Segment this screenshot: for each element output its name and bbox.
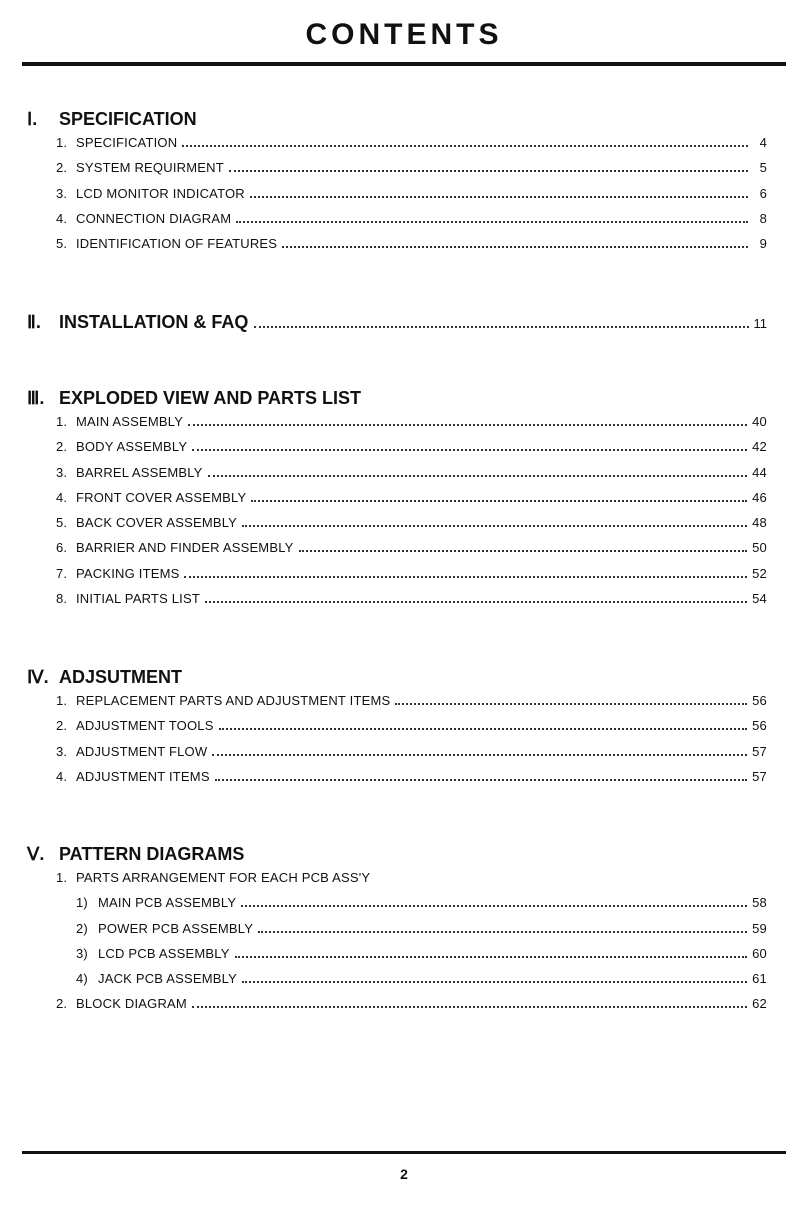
entry-number: 4. [56, 768, 68, 784]
entry-page: 61 [752, 971, 767, 987]
section-heading [27, 844, 767, 870]
dot-leader [241, 905, 747, 907]
entry-number: 3. [56, 743, 68, 759]
entry-page: 4 [759, 135, 767, 150]
entry-page: 5 [759, 160, 767, 176]
dot-leader [192, 1006, 747, 1008]
entry-number: 3) [76, 945, 88, 961]
toc-entry[interactable] [27, 693, 767, 718]
toc-entry[interactable] [27, 870, 767, 895]
dot-leader [188, 424, 747, 426]
entry-number: 5. [56, 515, 68, 531]
entry-number: 7. [56, 565, 68, 581]
section-specification [27, 109, 767, 261]
entry-page: 56 [752, 693, 767, 708]
entry-number: 4. [56, 489, 68, 505]
section-numeral: Ⅱ. [27, 312, 41, 332]
entry-label: PACKING ITEMS [76, 565, 180, 581]
toc-entry[interactable] [27, 186, 767, 211]
entry-label: LCD PCB ASSEMBLY [98, 945, 230, 961]
entry-label: PARTS ARRANGEMENT FOR EACH PCB ASS'Y [76, 870, 371, 885]
entry-page: 42 [752, 439, 767, 455]
dot-leader [208, 475, 748, 477]
dot-leader [235, 956, 748, 958]
toc-subentry[interactable] [27, 946, 767, 971]
page-title: CONTENTS [305, 18, 503, 51]
entry-page: 60 [752, 945, 767, 961]
entry-page: 56 [752, 718, 767, 734]
entry-page: 46 [752, 489, 767, 505]
entry-label: REPLACEMENT PARTS AND ADJUSTMENT ITEMS [76, 693, 391, 708]
toc-entry[interactable] [27, 718, 767, 743]
section-exploded-view [27, 388, 767, 616]
entry-number: 1) [76, 895, 88, 911]
section-title: EXPLODED VIEW AND PARTS LIST [59, 388, 362, 408]
entry-number: 2. [56, 160, 68, 176]
entry-page: 57 [752, 768, 767, 784]
entry-page: 57 [752, 743, 767, 759]
dot-leader [236, 221, 748, 223]
entry-page: 62 [752, 996, 767, 1012]
toc-entry[interactable] [27, 236, 767, 261]
top-rule [22, 62, 786, 66]
entry-label: FRONT COVER ASSEMBLY [76, 489, 247, 505]
dot-leader [254, 326, 749, 328]
toc-entry[interactable] [27, 996, 767, 1021]
entry-label: IDENTIFICATION OF FEATURES [76, 236, 278, 252]
section-heading [27, 109, 767, 135]
entry-label: MAIN PCB ASSEMBLY [98, 895, 237, 911]
section-numeral: Ⅳ. [27, 667, 49, 687]
dot-leader [251, 500, 747, 502]
entry-label: LCD MONITOR INDICATOR [76, 185, 245, 201]
entry-number: 1. [56, 414, 68, 429]
toc-entry[interactable] [27, 135, 767, 160]
entry-label: ADJUSTMENT ITEMS [76, 768, 210, 784]
entry-page: 40 [752, 414, 767, 429]
entry-label: POWER PCB ASSEMBLY [98, 920, 254, 936]
dot-leader [184, 576, 747, 578]
entry-page: 52 [752, 565, 767, 581]
entry-label: BODY ASSEMBLY [76, 439, 188, 455]
section-numeral: Ⅰ. [27, 109, 38, 129]
entry-page: 44 [752, 464, 767, 480]
section-page: 11 [753, 316, 767, 331]
section-heading [27, 667, 767, 693]
entry-number: 1. [56, 135, 68, 150]
entry-number: 3. [56, 464, 68, 480]
entry-label: CONNECTION DIAGRAM [76, 210, 232, 226]
entry-number: 4. [56, 210, 68, 226]
entry-label: BACK COVER ASSEMBLY [76, 515, 238, 531]
dot-leader [192, 449, 747, 451]
dot-leader [229, 170, 748, 172]
dot-leader [282, 246, 748, 248]
entry-page: 54 [752, 591, 767, 607]
dot-leader [299, 550, 748, 552]
toc-entry[interactable] [27, 211, 767, 236]
entry-label: JACK PCB ASSEMBLY [98, 971, 237, 987]
toc-entry[interactable] [27, 439, 767, 464]
dot-leader [182, 145, 748, 147]
toc-subentry[interactable] [27, 921, 767, 946]
entry-page: 8 [759, 210, 767, 226]
toc-entry[interactable] [27, 465, 767, 490]
section-adjustment [27, 667, 767, 794]
entry-page: 58 [752, 895, 767, 911]
entry-page: 50 [752, 540, 767, 556]
entry-number: 2. [56, 718, 68, 734]
toc-subentry[interactable] [27, 895, 767, 920]
toc-entry[interactable] [27, 591, 767, 616]
entry-number: 1. [56, 870, 68, 885]
entry-number: 6. [56, 540, 68, 556]
toc-entry[interactable] [27, 744, 767, 769]
dot-leader [250, 196, 748, 198]
section-title: SPECIFICATION [59, 109, 197, 129]
section-heading [27, 388, 767, 414]
entry-label: SPECIFICATION [76, 135, 178, 150]
toc-entry[interactable] [27, 490, 767, 515]
page-number: 2 [400, 1166, 408, 1182]
section-numeral: Ⅲ. [27, 388, 45, 408]
entry-label: BLOCK DIAGRAM [76, 996, 187, 1012]
entry-number: 2. [56, 439, 68, 455]
entry-label: ADJUSTMENT FLOW [76, 743, 208, 759]
entry-number: 3. [56, 185, 68, 201]
dot-leader [219, 728, 748, 730]
entry-label: ADJUSTMENT TOOLS [76, 718, 214, 734]
entry-label: BARREL ASSEMBLY [76, 464, 203, 480]
section-title: INSTALLATION & FAQ [59, 312, 249, 332]
entry-label: INITIAL PARTS LIST [76, 591, 201, 607]
dot-leader [212, 754, 747, 756]
bottom-rule [22, 1151, 786, 1154]
entry-label: SYSTEM REQUIRMENT [76, 160, 224, 176]
entry-number: 1. [56, 693, 68, 708]
entry-number: 5. [56, 236, 68, 252]
entry-label: MAIN ASSEMBLY [76, 414, 184, 429]
entry-number: 2. [56, 996, 68, 1012]
entry-number: 2) [76, 920, 88, 936]
toc-entry[interactable] [27, 566, 767, 591]
dot-leader [258, 931, 747, 933]
toc-entry[interactable] [27, 414, 767, 439]
dot-leader [205, 601, 747, 603]
section-title: ADJSUTMENT [59, 667, 183, 687]
entry-page: 6 [759, 185, 767, 201]
entry-page: 9 [759, 236, 767, 252]
dot-leader [215, 779, 747, 781]
toc-entry[interactable] [27, 540, 767, 565]
entry-number: 8. [56, 591, 68, 607]
toc-entry[interactable] [27, 769, 767, 794]
dot-leader [242, 981, 747, 983]
section-installation-faq [27, 312, 767, 338]
entry-number: 4) [76, 971, 88, 987]
section-title: PATTERN DIAGRAMS [59, 844, 245, 864]
entry-label: BARRIER AND FINDER ASSEMBLY [76, 540, 294, 556]
toc-entry[interactable] [27, 160, 767, 185]
section-heading[interactable] [27, 312, 767, 338]
entry-page: 48 [752, 515, 767, 531]
toc-subentry[interactable] [27, 971, 767, 996]
entry-page: 59 [752, 920, 767, 936]
dot-leader [242, 525, 747, 527]
section-pattern-diagrams [27, 844, 767, 1022]
toc-entry[interactable] [27, 515, 767, 540]
section-numeral: Ⅴ. [27, 844, 45, 864]
dot-leader [395, 703, 747, 705]
